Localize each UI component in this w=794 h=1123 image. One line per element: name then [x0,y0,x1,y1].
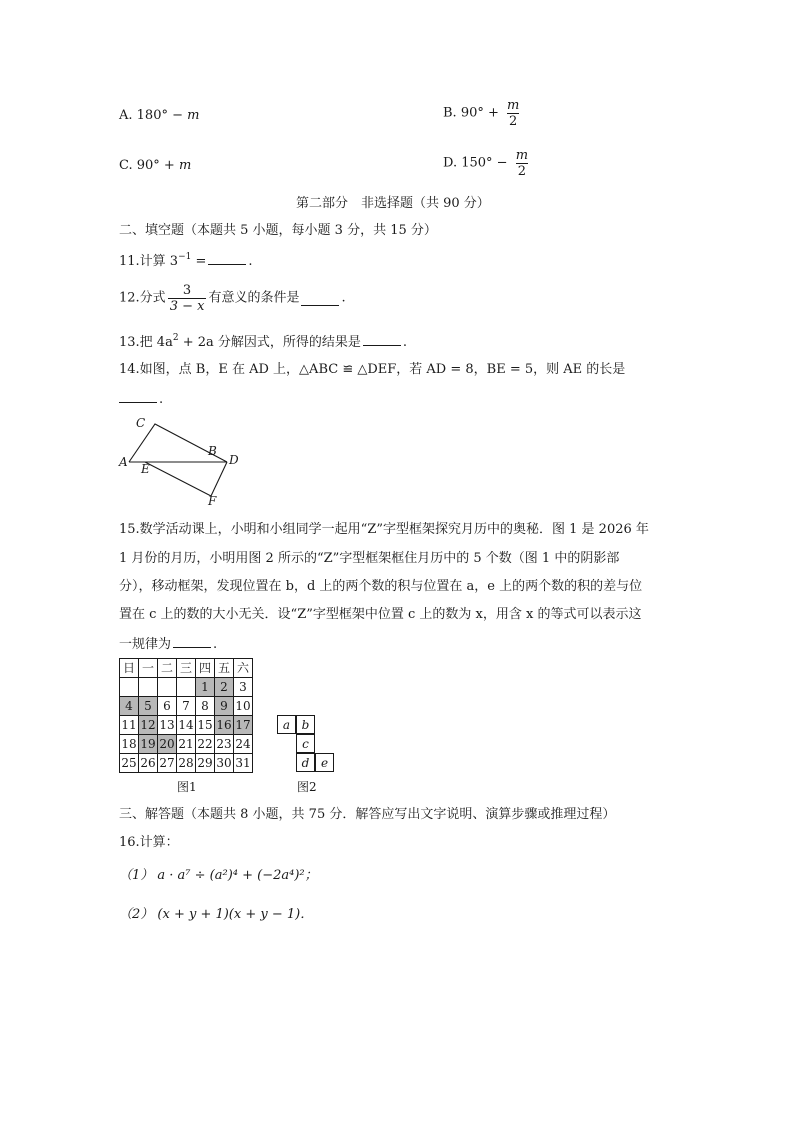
q11-prefix: 11.计算 3 [119,254,179,269]
q12-den: 3 − x [169,299,205,314]
calendar-row [120,735,253,754]
calendar-cell: 28 [177,754,196,773]
calendar-cell-shaded: 9 [215,697,234,716]
calendar-cell: 22 [196,735,215,754]
q12-end: . [341,290,346,306]
q15-last-text: 一规律为 [119,637,172,652]
calendar-cell: 3 [234,678,253,697]
triangle-def [145,462,227,496]
q11-suffix: = [191,254,207,269]
calendar-cell: 31 [234,754,253,773]
calendar-cell-shaded: 17 [234,716,253,735]
option-b-text: B. 90° + [443,105,504,121]
calendar-cell: 24 [234,735,253,754]
calendar-cell: 23 [215,735,234,754]
calendar-table [119,658,253,773]
calendar-cell: 13 [158,716,177,735]
q16-part-1: （1） a · a⁷ ÷ (a²)⁴ + (−2a⁴)²； [119,868,318,883]
q14-end: . [159,392,164,407]
option-d [443,148,532,179]
calendar-header-cell: 四 [196,659,215,678]
calendar-header-cell: 日 [120,659,139,678]
q14-answer-blank[interactable] [119,388,157,403]
calendar-cell: 7 [177,697,196,716]
option-d-num: m [515,148,529,163]
calendar-cell-shaded: 16 [215,716,234,735]
q13-answer-blank[interactable] [363,331,401,346]
zframe-cell-a: a [277,715,296,734]
calendar-cell: 21 [177,735,196,754]
label-e: E [141,462,150,476]
calendar-cell: 14 [177,716,196,735]
zframe-cell-e: e [315,753,334,772]
option-d-fraction [514,148,530,179]
calendar-cell-shaded: 2 [215,678,234,697]
calendar-cell: 15 [196,716,215,735]
option-b [443,98,523,129]
figure-1-caption: 图1 [177,780,197,794]
calendar-row [120,754,253,773]
calendar-cell: 29 [196,754,215,773]
section3-header: 三、解答题（本题共 8 小题，共 75 分．解答应写出文字说明、演算步骤或推理过程） [119,807,616,822]
calendar-cell [177,678,196,697]
calendar-cell-shaded: 4 [120,697,139,716]
calendar-header-cell: 五 [215,659,234,678]
q11-exponent: −1 [178,252,192,262]
section2-header: 二、填空题（本题共 5 小题，每小题 3 分，共 15 分） [119,223,437,238]
triangle-figure [115,410,245,510]
q13-end: . [402,335,408,350]
calendar-cell: 27 [158,754,177,773]
q15-line-5 [119,633,217,655]
option-a-var: m [187,108,200,123]
q15-line-3: 分），移动框架，发现位置在 b，d 上的两个数的积与位置在 a，e 上的两个数的积的差与位 [119,579,643,594]
q15-line-4: 置在 c 上的数的大小无关．设“Z”字型框架中位置 c 上的数为 x，用含 x 的等式可以表示这 [119,607,642,622]
option-a-text: A. 180° − [119,108,188,123]
zframe-cell-c: c [296,734,315,753]
q13-prefix: 13.把 4a [119,335,173,350]
calendar-cell: 30 [215,754,234,773]
part2-title: 第二部分 非选择题（共 90 分） [296,196,490,211]
calendar-cell-shaded: 19 [139,735,158,754]
q12-fraction [168,283,207,314]
option-c [119,156,191,176]
calendar-header-row [120,659,253,678]
calendar-header-cell: 三 [177,659,196,678]
q12-num: 3 [182,283,192,298]
calendar-cell: 6 [158,697,177,716]
option-b-num: m [507,98,520,113]
calendar-cell: 25 [120,754,139,773]
calendar-cell: 18 [120,735,139,754]
calendar-cell [120,678,139,697]
option-c-text: C. 90° + [119,158,179,173]
question-16: 16.计算： [119,835,179,850]
calendar-cell: 11 [120,716,139,735]
q11-answer-blank[interactable] [208,250,246,265]
zframe-cell-d: d [296,753,315,772]
q12-prefix: 12.分式 [119,290,166,306]
q13-exponent: 2 [172,333,179,343]
calendar-cell-shaded: 12 [139,716,158,735]
q15-answer-blank[interactable] [173,633,211,648]
calendar-header-cell: 二 [158,659,177,678]
q13-mid: + 2a 分解因式，所得的结果是 [178,335,361,350]
figure-2-caption: 图2 [297,780,317,794]
option-c-var: m [178,158,192,173]
option-b-den: 2 [509,114,518,129]
label-c: C [136,416,146,430]
calendar-header-cell: 一 [139,659,158,678]
option-a [119,106,199,126]
q14-answer-line [119,388,163,410]
question-13 [119,331,407,353]
q12-answer-blank[interactable] [301,291,339,306]
q11-end: . [248,254,253,269]
q12-suffix: 有意义的条件是 [208,290,300,306]
q15-end: . [213,637,218,652]
calendar-cell [139,678,158,697]
calendar-cell-shaded: 20 [158,735,177,754]
calendar-cell: 8 [196,697,215,716]
question-14: 14.如图，点 B，E 在 AD 上，△ABC ≌ △DEF，若 AD = 8，BE = 5，则 AE 的长是 [119,362,626,377]
option-d-text: D. 150° − [443,155,512,171]
question-12 [119,283,346,314]
label-f: F [208,494,217,508]
label-b: B [208,444,217,458]
q16-part-2: （2） (x + y + 1)(x + y − 1)． [119,907,314,922]
q15-line-1: 15.数学活动课上，小明和小组同学一起用“Z”字型框架探究月历中的奥秘．图 1 是 2026 年 [119,522,649,537]
zframe-cell-b: b [296,715,315,734]
option-b-fraction [505,98,521,129]
q15-line-2: 1 月份的月历，小明用图 2 所示的“Z”字型框架框住月历中的 5 个数（图 1 中的阴影部 [119,551,620,566]
calendar-cell-shaded: 1 [196,678,215,697]
calendar-header-cell: 六 [234,659,253,678]
calendar-row [120,697,253,716]
calendar-cell-shaded: 5 [139,697,158,716]
option-d-den: 2 [517,164,526,179]
label-d: D [229,453,239,467]
calendar-cell: 10 [234,697,253,716]
calendar-cell [158,678,177,697]
label-a: A [119,455,128,469]
calendar-row [120,678,253,697]
question-11 [119,250,253,272]
calendar-cell: 26 [139,754,158,773]
calendar-row [120,716,253,735]
